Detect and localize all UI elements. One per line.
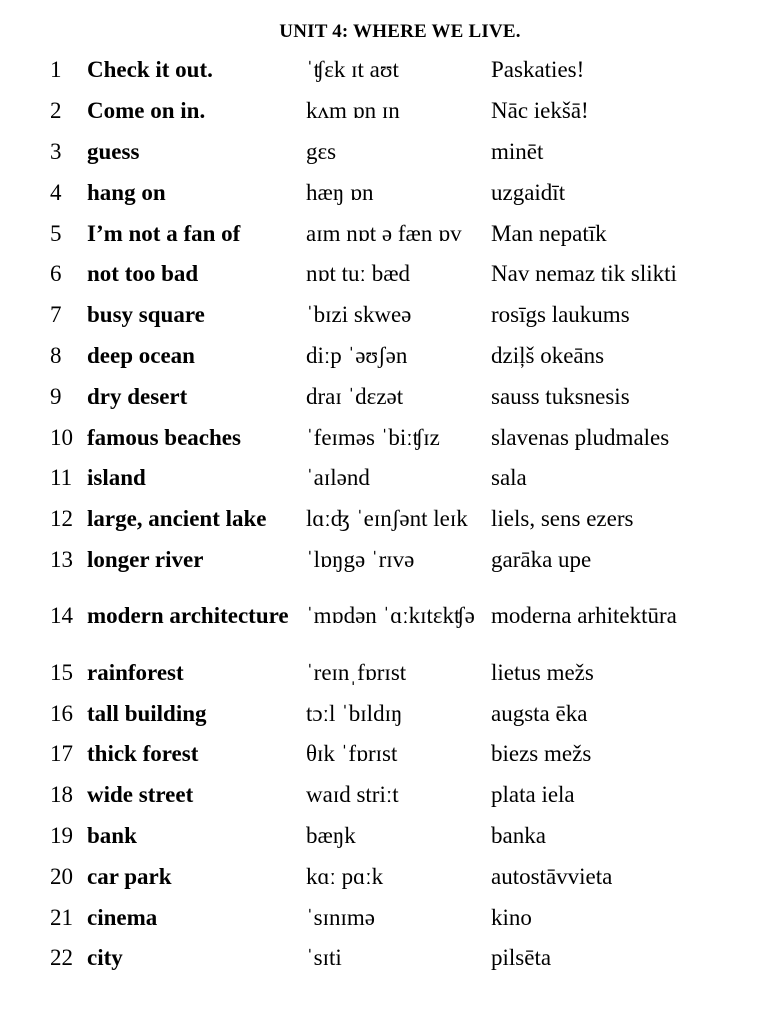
vocab-translation: garāka upe: [491, 546, 592, 572]
vocab-transcription: hæŋ ɒn: [306, 179, 374, 205]
vocab-word: I’m not a fan of: [87, 220, 241, 246]
table-row: [50, 693, 731, 734]
row-number: 18: [50, 782, 73, 808]
row-number: 7: [50, 302, 62, 328]
row-number: 3: [50, 138, 62, 164]
row-number: 4: [50, 179, 62, 205]
vocab-transcription: ˈmɒdən ˈɑːkɪtɛkʧə: [306, 603, 475, 629]
vocab-translation: sauss tuksnesis: [491, 383, 630, 409]
vocabulary-table-body: [50, 50, 731, 979]
table-row: [50, 734, 731, 775]
vocab-transcription: ˈsɪti: [306, 945, 342, 971]
row-number: 12: [50, 506, 73, 532]
row-number: 8: [50, 342, 62, 368]
vocab-translation: Man nepatīk: [491, 220, 607, 246]
vocab-transcription: aɪm nɒt ə fæn ɒv: [306, 220, 462, 246]
row-number: 15: [50, 659, 73, 685]
vocab-word: rainforest: [87, 659, 184, 685]
row-number: 13: [50, 546, 73, 572]
table-row: [50, 172, 731, 213]
vocab-word: wide street: [87, 782, 194, 808]
vocab-translation: banka: [491, 822, 546, 848]
row-number: 14: [50, 603, 73, 629]
row-number: 16: [50, 700, 73, 726]
vocab-translation: uzgaidīt: [491, 179, 566, 205]
table-row: [50, 897, 731, 938]
vocab-transcription: diːp ˈəʊʃən: [306, 342, 408, 368]
vocab-translation: Paskaties!: [491, 57, 585, 83]
table-row: [50, 652, 731, 693]
vocab-transcription: nɒt tuː bæd: [306, 261, 411, 287]
vocab-word: Check it out.: [87, 57, 213, 83]
table-row: [50, 132, 731, 173]
vocab-translation: kino: [491, 904, 532, 930]
row-number: 2: [50, 98, 62, 124]
vocab-translation: pilsēta: [491, 945, 552, 971]
vocab-transcription: ˈreɪnˌfɒrɪst: [306, 659, 407, 685]
vocab-word: modern architecture: [87, 603, 289, 629]
table-row: [50, 295, 731, 336]
vocab-translation: autostāvvieta: [491, 863, 613, 889]
vocab-translation: augsta ēka: [491, 700, 588, 726]
row-number: 17: [50, 741, 73, 767]
table-row: [50, 91, 731, 132]
vocab-word: famous beaches: [87, 424, 241, 450]
table-row: [50, 458, 731, 499]
vocab-word: guess: [87, 138, 140, 164]
vocab-word: tall building: [87, 700, 207, 726]
row-number: 10: [50, 424, 73, 450]
page-title: UNIT 4: WHERE WE LIVE.: [279, 21, 521, 42]
vocab-transcription: gɛs: [306, 138, 337, 164]
table-row: [50, 417, 731, 458]
row-number: 22: [50, 945, 73, 971]
vocab-transcription: ˈaɪlənd: [306, 465, 370, 491]
row-number: 21: [50, 904, 73, 930]
vocab-translation: lietus mežs: [491, 659, 594, 685]
table-row: [50, 938, 731, 979]
vocab-word: thick forest: [87, 741, 199, 767]
vocab-transcription: ˈʧɛk ɪt aʊt: [306, 57, 399, 83]
vocab-word: city: [87, 945, 123, 971]
vocab-transcription: kɑː pɑːk: [306, 863, 384, 889]
vocab-word: cinema: [87, 904, 158, 930]
row-number: 6: [50, 261, 62, 287]
vocab-transcription: bæŋk: [306, 822, 356, 848]
vocab-word: car park: [87, 863, 172, 889]
vocab-word: busy square: [87, 302, 205, 328]
vocab-word: longer river: [87, 546, 204, 572]
row-number: 11: [50, 465, 73, 491]
vocab-word: island: [87, 465, 146, 491]
vocab-transcription: ˈlɒŋgə ˈrɪvə: [306, 546, 415, 572]
vocab-translation: Nāc iekšā!: [491, 98, 589, 124]
vocab-translation: plata iela: [491, 782, 575, 808]
vocab-transcription: ˈfeɪməs ˈbiːʧɪz: [306, 424, 440, 450]
table-row: [50, 254, 731, 295]
vocabulary-table: [50, 50, 731, 979]
vocab-translation: biezs mežs: [491, 741, 592, 767]
vocab-translation: rosīgs laukums: [491, 302, 630, 328]
vocab-transcription: tɔːl ˈbɪldɪŋ: [306, 700, 403, 726]
vocab-word: large, ancient lake: [87, 506, 267, 532]
table-row: [50, 213, 731, 254]
table-row: [50, 580, 731, 652]
table-row: [50, 816, 731, 857]
table-row: [50, 376, 731, 417]
table-row: [50, 775, 731, 816]
table-row: [50, 336, 731, 377]
vocab-transcription: kʌm ɒn ɪn: [306, 98, 400, 124]
row-number: 19: [50, 822, 73, 848]
vocab-translation: Nav nemaz tik slikti: [491, 261, 677, 287]
vocab-transcription: ˈbɪzi skweə: [306, 302, 412, 328]
table-row: [50, 50, 731, 91]
vocab-transcription: ˈsɪnɪmə: [306, 904, 375, 930]
vocab-word: bank: [87, 822, 137, 848]
vocab-translation: moderna arhitektūra: [491, 603, 677, 629]
vocab-transcription: draɪ ˈdɛzət: [306, 383, 404, 409]
vocab-word: deep ocean: [87, 342, 195, 368]
table-row: [50, 499, 731, 540]
vocab-translation: liels, sens ezers: [491, 506, 634, 532]
row-number: 20: [50, 863, 73, 889]
vocab-word: not too bad: [87, 261, 199, 287]
row-number: 5: [50, 220, 62, 246]
row-number: 9: [50, 383, 62, 409]
vocab-translation: minēt: [491, 138, 544, 164]
vocab-transcription: lɑːʤ ˈeɪnʃənt leɪk: [306, 506, 468, 532]
vocab-word: dry desert: [87, 383, 188, 409]
vocab-word: hang on: [87, 179, 166, 205]
vocab-translation: slavenas pludmales: [491, 424, 670, 450]
table-row: [50, 856, 731, 897]
table-row: [50, 540, 731, 581]
vocab-transcription: waɪd striːt: [306, 782, 399, 808]
vocab-translation: dziļš okeāns: [491, 342, 605, 368]
vocab-transcription: θɪk ˈfɒrɪst: [306, 741, 398, 767]
vocab-word: Come on in.: [87, 98, 206, 124]
vocab-translation: sala: [491, 465, 527, 491]
row-number: 1: [50, 57, 62, 83]
